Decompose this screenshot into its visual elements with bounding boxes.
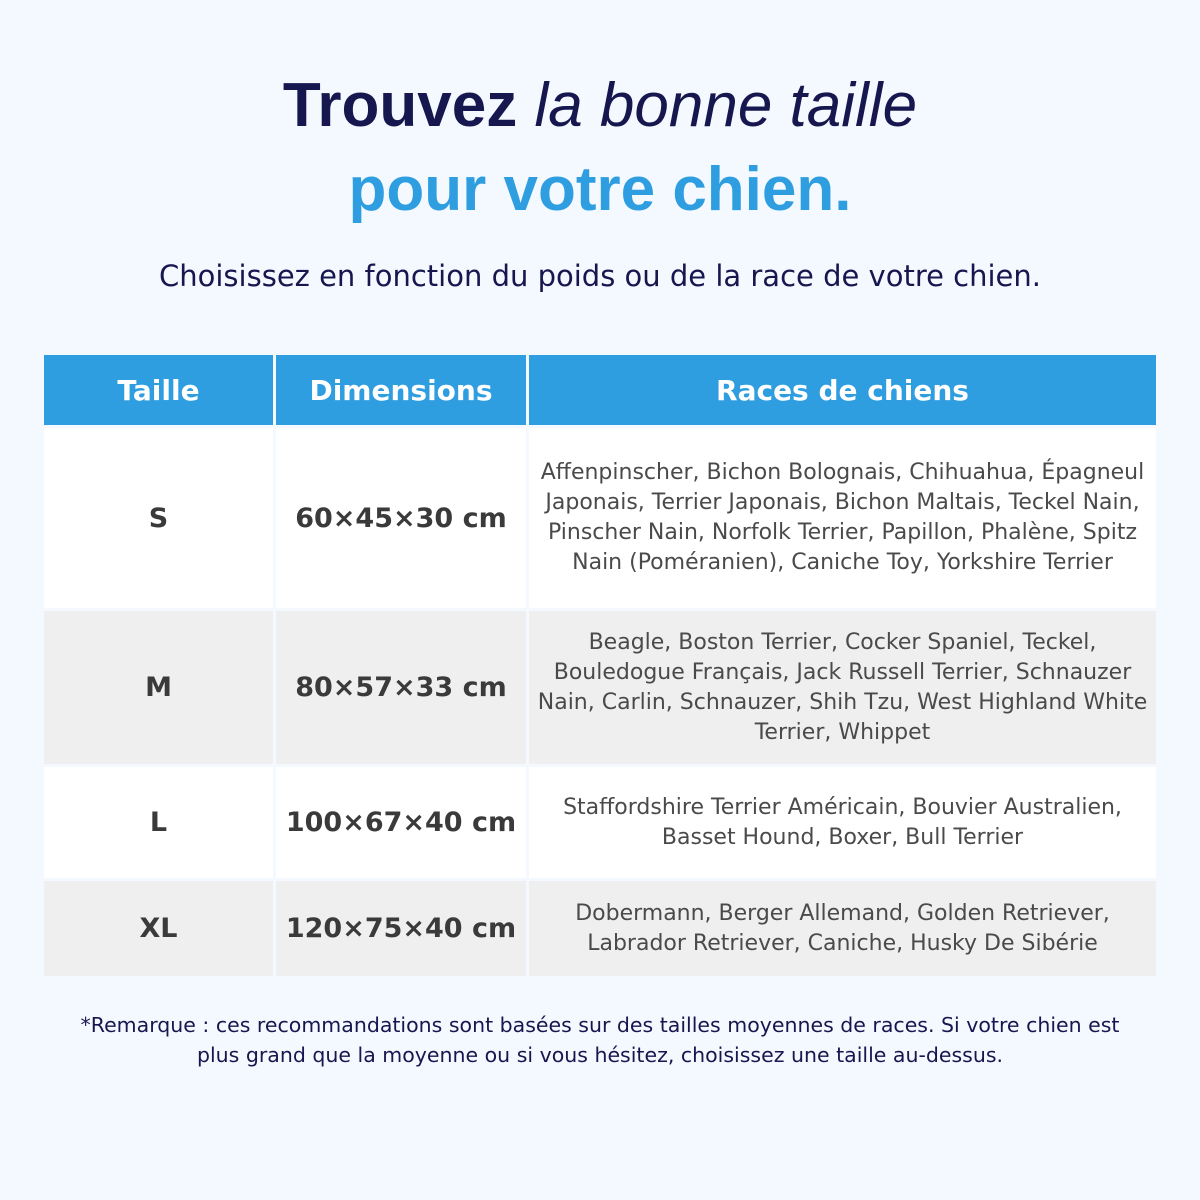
table-row-s [44, 428, 1156, 608]
table-row-l [44, 767, 1156, 878]
table-header-row [44, 355, 1156, 425]
breeds-cell: Dobermann, Berger Allemand, Golden Retriever, Labrador Retriever, Caniche, Husky De Sibérie [529, 881, 1156, 976]
breeds-cell: Beagle, Boston Terrier, Cocker Spaniel, Teckel, Bouledogue Français, Jack Russell Terrier, Schnauzer Nain, Carlin, Schnauzer, Shih Tzu, West Highland White Terrier, Whippet [529, 611, 1156, 764]
size-cell: XL [44, 881, 273, 976]
column-header-dimensions: Dimensions [276, 355, 526, 425]
column-header-breeds: Races de chiens [529, 355, 1156, 425]
title-bold-word: Trouvez [282, 71, 518, 140]
dimensions-cell: 100×67×40 cm [276, 767, 526, 878]
page-title [0, 64, 1200, 232]
breeds-cell: Staffordshire Terrier Américain, Bouvier Australien, Basset Hound, Boxer, Bull Terrier [529, 767, 1156, 878]
table-row-m [44, 611, 1156, 764]
size-table [41, 352, 1159, 979]
title-italic-phrase: la bonne taille [534, 71, 918, 140]
size-cell: M [44, 611, 273, 764]
size-cell: S [44, 428, 273, 608]
breeds-cell: Affenpinscher, Bichon Bolognais, Chihuahua, Épagneul Japonais, Terrier Japonais, Bichon Maltais, Teckel Nain, Pinscher Nain, Norfolk Terrier, Papillon, Phalène, Spitz Nain (Poméranien), Caniche Toy, Yorkshire Terrier [529, 428, 1156, 608]
title-line-2: pour votre chien. [348, 155, 852, 224]
title-line-1 [0, 64, 1200, 148]
table-row-xl [44, 881, 1156, 976]
dimensions-cell: 60×45×30 cm [276, 428, 526, 608]
column-header-size: Taille [44, 355, 273, 425]
dimensions-cell: 120×75×40 cm [276, 881, 526, 976]
subtitle: Choisissez en fonction du poids ou de la race de votre chien. [159, 259, 1041, 293]
dimensions-cell: 80×57×33 cm [276, 611, 526, 764]
size-cell: L [44, 767, 273, 878]
footnote: *Remarque : ces recommandations sont basées sur des tailles moyennes de races. Si votre chien est plus grand que la moyenne ou si vous hésitez, choisissez une taille au-dessus. [80, 1013, 1120, 1067]
